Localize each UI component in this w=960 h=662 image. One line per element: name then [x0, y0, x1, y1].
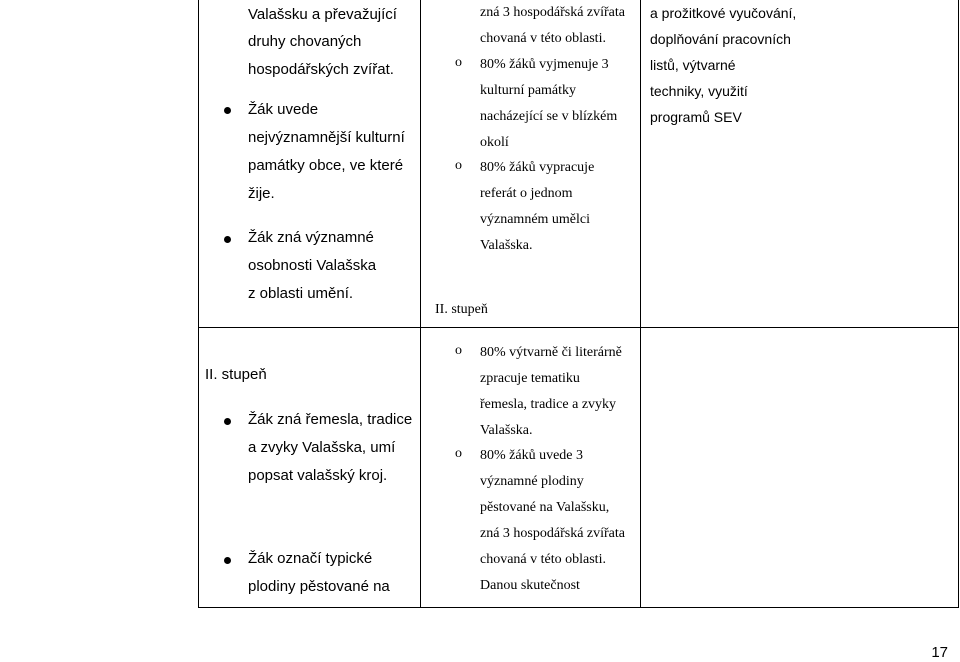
- col1-item3-line: a zvyky Valašska, umí: [248, 439, 396, 456]
- col2-item3-line: Valašska.: [480, 423, 533, 438]
- col1-item2-line: osobnosti Valašska: [248, 257, 377, 274]
- col2-item2-line: referát o jednom: [480, 186, 573, 201]
- col1-item3-line: Žák zná řemesla, tradice: [248, 411, 413, 428]
- col1-item4-line: Žák označí typické: [248, 550, 373, 567]
- col2-top-line: chovaná v této oblasti.: [480, 31, 606, 46]
- col2-item4-line: Danou skutečnost: [480, 578, 580, 593]
- col1-stage-heading: II. stupeň: [205, 366, 267, 383]
- col2-top-line: zná 3 hospodářská zvířata: [480, 5, 625, 20]
- col2-item4-line: pěstované na Valašsku,: [480, 500, 610, 515]
- list-marker: o: [455, 343, 462, 358]
- col2-item4-line: chovaná v této oblasti.: [480, 552, 606, 567]
- col3-line: listů, výtvarné: [650, 57, 736, 73]
- col3-line: techniky, využití: [650, 83, 748, 99]
- list-marker: o: [455, 446, 462, 461]
- bullet-icon: [224, 557, 231, 564]
- column-divider-1: [420, 0, 421, 608]
- col1-item1-line: nejvýznamnější kulturní: [248, 129, 405, 146]
- col2-item1-line: 80% žáků vyjmenuje 3: [480, 57, 609, 72]
- bullet-icon: [224, 236, 231, 243]
- table-right-border: [958, 0, 959, 608]
- col1-item2-line: z oblasti umění.: [248, 285, 354, 302]
- col2-item3-line: zpracuje tematiku: [480, 371, 580, 386]
- col2-item2-line: významném umělci: [480, 212, 591, 227]
- col2-item1-line: nacházející se v blízkém: [480, 109, 618, 124]
- page-number: 17: [931, 644, 948, 661]
- bullet-icon: [224, 107, 231, 114]
- row-divider: [198, 327, 959, 328]
- col1-item1-line: památky obce, ve které: [248, 157, 404, 174]
- col3-line: doplňování pracovních: [650, 31, 791, 47]
- col2-item2-line: 80% žáků vypracuje: [480, 160, 595, 175]
- col1-item3-line: popsat valašský kroj.: [248, 467, 388, 484]
- col2-item4-line: významné plodiny: [480, 474, 584, 489]
- col1-item1-line: žije.: [248, 185, 275, 202]
- col1-item4-line: plodiny pěstované na: [248, 578, 390, 595]
- col2-stage-heading: II. stupeň: [435, 302, 488, 317]
- col2-item1-line: okolí: [480, 135, 509, 150]
- col3-line: a prožitkové vyučování,: [650, 5, 797, 21]
- col1-item2-line: Žák zná významné: [248, 229, 374, 246]
- col2-item3-line: řemesla, tradice a zvyky: [480, 397, 617, 412]
- list-marker: o: [455, 55, 462, 70]
- col1-intro-line: druhy chovaných: [248, 33, 362, 50]
- col3-line: programů SEV: [650, 109, 742, 125]
- col2-item2-line: Valašska.: [480, 238, 533, 253]
- bullet-icon: [224, 418, 231, 425]
- col1-intro-line: hospodářských zvířat.: [248, 61, 394, 78]
- column-divider-2: [640, 0, 641, 608]
- col2-item1-line: kulturní památky: [480, 83, 577, 98]
- col2-item4-line: zná 3 hospodářská zvířata: [480, 526, 625, 541]
- col2-item3-line: 80% výtvarně či literárně: [480, 345, 622, 360]
- table-bottom-border: [198, 607, 959, 608]
- col1-item1-line: Žák uvede: [248, 101, 319, 118]
- col1-intro-line: Valašsku a převažující: [248, 6, 397, 23]
- table-left-border: [198, 0, 199, 608]
- col2-item4-line: 80% žáků uvede 3: [480, 448, 584, 463]
- list-marker: o: [455, 158, 462, 173]
